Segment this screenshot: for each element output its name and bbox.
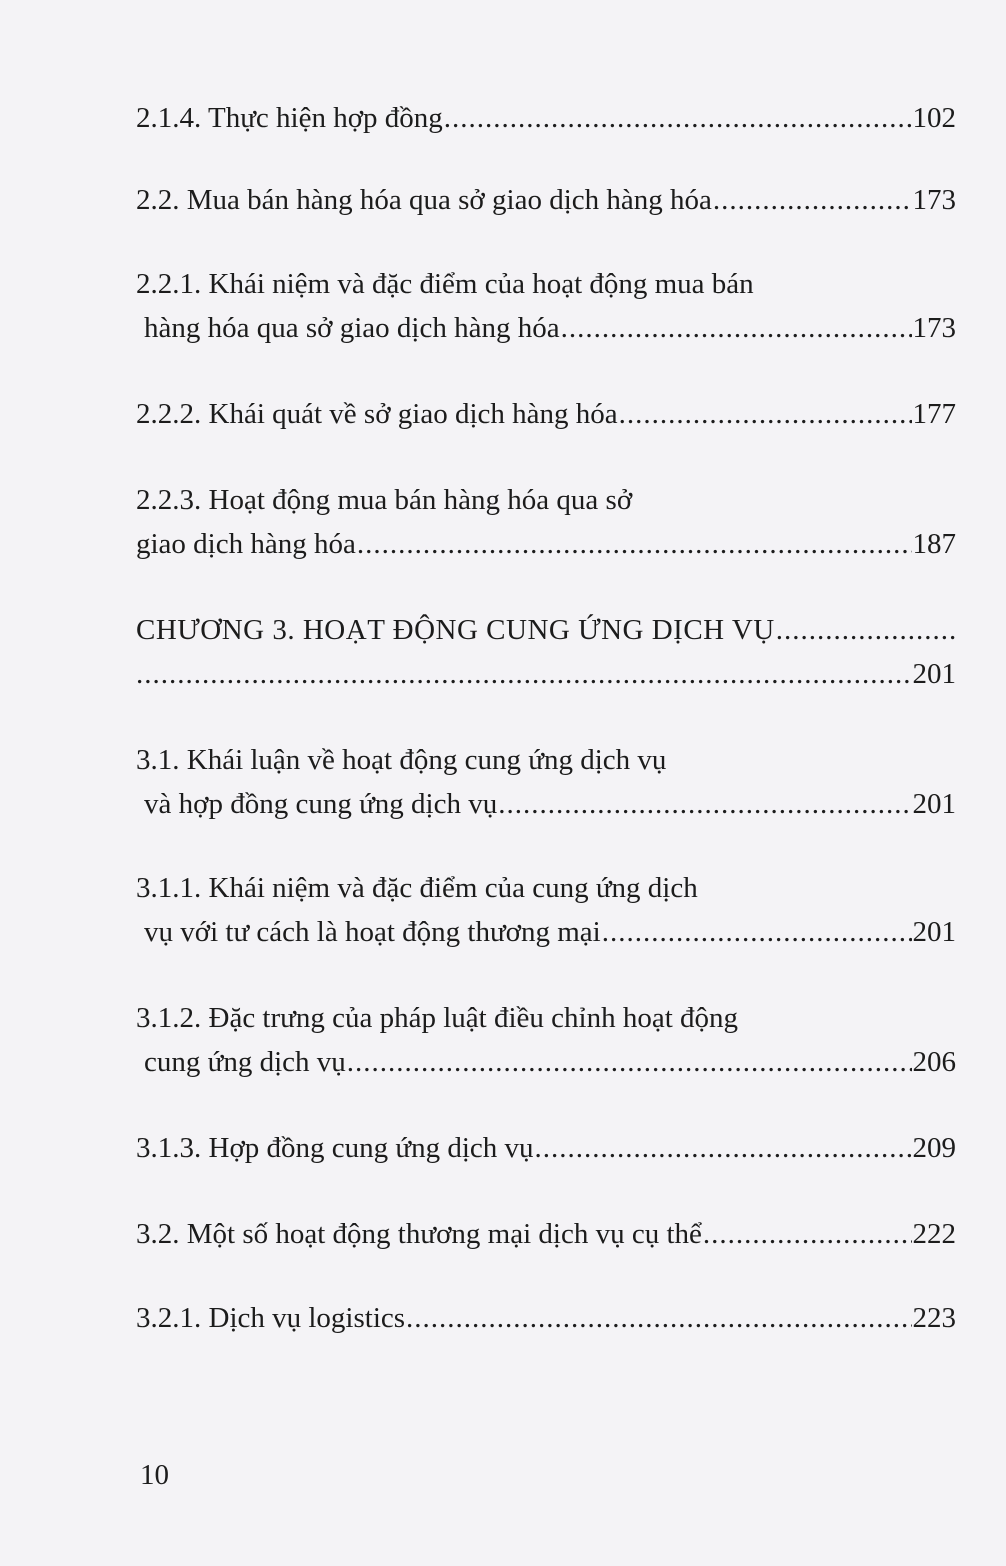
toc-entry-title-cont: cung ứng dịch vụ [144,1046,346,1078]
toc-entry-title-cont: giao dịch hàng hóa [136,528,356,560]
toc-entry-title: 2.1.4. Thực hiện hợp đồng [136,102,443,134]
leader-dots [703,1212,912,1256]
toc-entry-title: 2.2. Mua bán hàng hóa qua sở giao dịch hàng hóa [136,184,712,216]
toc-entry-page: 201 [912,788,956,820]
toc-entry-2-2 [136,178,956,222]
toc-entry-title: 2.2.2. Khái quát về sở giao dịch hàng hóa [136,398,618,430]
toc-entry-page: 222 [912,1218,956,1250]
page-number: 10 [140,1459,169,1491]
toc-entry-3-1-3 [136,1126,956,1170]
toc-entry-3-2 [136,1212,956,1256]
toc-entry-title: 3.2. Một số hoạt động thương mại dịch vụ cụ thể [136,1218,702,1250]
toc-entry-page: 102 [912,102,956,134]
leader-dots [357,522,912,566]
toc-entry-page: 173 [912,312,956,344]
toc-entry-page: 201 [912,658,956,690]
toc-entry-page: 187 [912,528,956,560]
leader-dots [776,608,955,652]
toc-entry-3-1 [136,738,956,826]
toc-entry-page: 177 [912,398,956,430]
toc-entry-title: 2.2.3. Hoạt động mua bán hàng hóa qua sở [136,484,633,516]
toc-entry-title: 2.2.1. Khái niệm và đặc điểm của hoạt động mua bán [136,268,754,300]
toc-entry-2-2-2 [136,392,956,436]
leader-dots [136,652,912,696]
toc-entry-page: 209 [912,1132,956,1164]
toc-entry-title-cont: và hợp đồng cung ứng dịch vụ [144,788,498,820]
leader-dots [444,96,912,140]
toc-entry-title: 3.1. Khái luận về hoạt động cung ứng dịch vụ [136,744,667,776]
toc-entry-2-2-1 [136,262,956,350]
toc-entry-2-2-3 [136,478,956,566]
leader-dots [602,910,912,954]
toc-entry-title: 3.1.3. Hợp đồng cung ứng dịch vụ [136,1132,534,1164]
leader-dots [498,782,911,826]
toc-entry-3-1-2 [136,996,956,1084]
leader-dots [535,1126,912,1170]
toc-entry-page: 201 [912,916,956,948]
toc-entry-2-1-4 [136,96,956,140]
toc-entry-page: 206 [912,1046,956,1078]
toc-entry-title: 3.1.1. Khái niệm và đặc điểm của cung ứng dịch [136,872,698,904]
leader-dots [561,306,912,350]
leader-dots [619,392,912,436]
leader-dots [713,178,912,222]
leader-dots [347,1040,912,1084]
toc-chapter-title: CHƯƠNG 3. HOẠT ĐỘNG CUNG ỨNG DỊCH VỤ [136,614,775,646]
toc-entry-title: 3.2.1. Dịch vụ logistics [136,1302,406,1334]
leader-dots [406,1296,911,1340]
toc-entry-page: 173 [912,184,956,216]
toc-entry-3-1-1 [136,866,956,954]
toc-entry-title: 3.1.2. Đặc trưng của pháp luật điều chỉnh hoạt động [136,1002,739,1034]
toc-entry-title-cont: vụ với tư cách là hoạt động thương mại [144,916,601,948]
toc-entry-3-2-1 [136,1296,956,1340]
toc-entry-chapter-3 [136,608,956,696]
toc-entry-page: 223 [912,1302,956,1334]
toc-entry-title-cont: hàng hóa qua sở giao dịch hàng hóa [144,312,560,344]
